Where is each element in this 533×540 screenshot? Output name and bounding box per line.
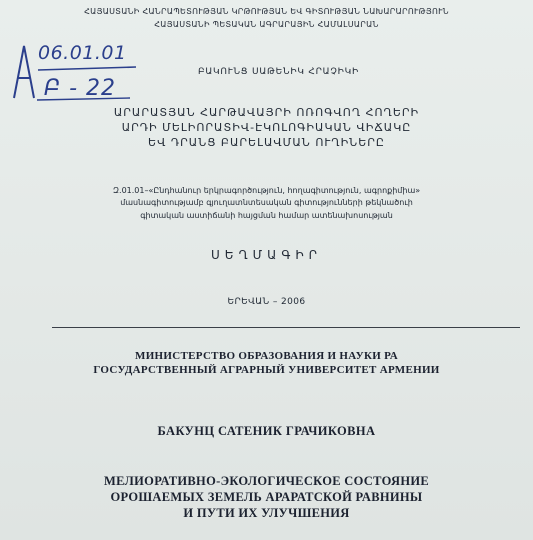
arm-specialty-line1: Զ.01.01–«Ընդհանուր երկրագործություն, հողագիտություն, ագրոքիմիա» [112,186,421,195]
arm-title-line1: ԱՐԱՐԱՏՅԱՆ ՀԱՐԹԱՎԱՅՐԻ ՈՌՈԳՎՈՂ ՀՈՂԵՐԻ [113,106,420,119]
ru-title-line2: ОРОШАЕМЫХ ЗЕМЕЛЬ АРАРАТСКОЙ РАВНИНЫ [110,490,423,504]
ru-ministry-line1: МИНИСТЕРСТВО ОБРАЗОВАНИЯ И НАУКИ РА [135,350,398,362]
arm-title-line2: ԱՐԴԻ ՄԵԼԻՈՐԱՏԻՎ-ԷԿՈԼՈԳԻԱԿԱՆ ՎԻՃԱԿԸ [121,121,412,134]
arm-title-line3: ԵՎ ԴՐԱՆՑ ԲԱՐԵԼԱՎՄԱՆ ՈՒՂԻՆԵՐԸ [148,136,385,149]
handwritten-code: 06.01.01 [38,42,127,64]
ru-ministry-line2: ГОСУДАРСТВЕННЫЙ АГРАРНЫЙ УНИВЕРСИТЕТ АРМЕНИИ [93,364,440,376]
arm-ministry-line2: ՀԱՅԱՍՏԱՆԻ ՊԵՏԱԿԱՆ ԱԳՐԱՐԱՅԻՆ ՀԱՄԱԼՍԱՐԱՆ [154,20,379,29]
ru-title-line3: И ПУТИ ИХ УЛУЧШЕНИЯ [183,506,350,520]
handwritten-sub: Բ - 22 [44,76,117,101]
arm-doc-type: ՍԵՂՄԱԳԻՐ [211,248,322,262]
ru-author: БАКУНЦ САТЕНИК ГРАЧИКОВНА [157,424,376,438]
ru-title-line1: МЕЛИОРАТИВНО-ЭКОЛОГИЧЕСКОЕ СОСТОЯНИЕ [103,474,430,488]
arm-ministry-line1: ՀԱՅԱՍՏԱՆԻ ՀԱՆՐԱՊԵՏՈՒԹՅԱՆ ԿՐԹՈՒԹՅԱՆ ԵՎ ԳԻՏՈՒԹՅԱՆ ՆԱԽԱՐԱՐՈՒԹՅՈՒՆ [84,7,449,16]
arm-city-year: ԵՐԵՎԱՆ – 2006 [227,297,306,307]
arm-specialty-line2: մասնագիտությամբ գյուղատնտեսական գիտությունների թեկնածուի [120,198,413,207]
arm-author: ԲԱԿՈՒՆՑ ՍԱԹԵՆԻԿ ՀՐԱՉԻԿԻ [197,67,360,77]
arm-specialty-line3: գիտական աստիճանի հայցման համար ատենախոսության [140,211,393,220]
divider-line [52,327,520,328]
